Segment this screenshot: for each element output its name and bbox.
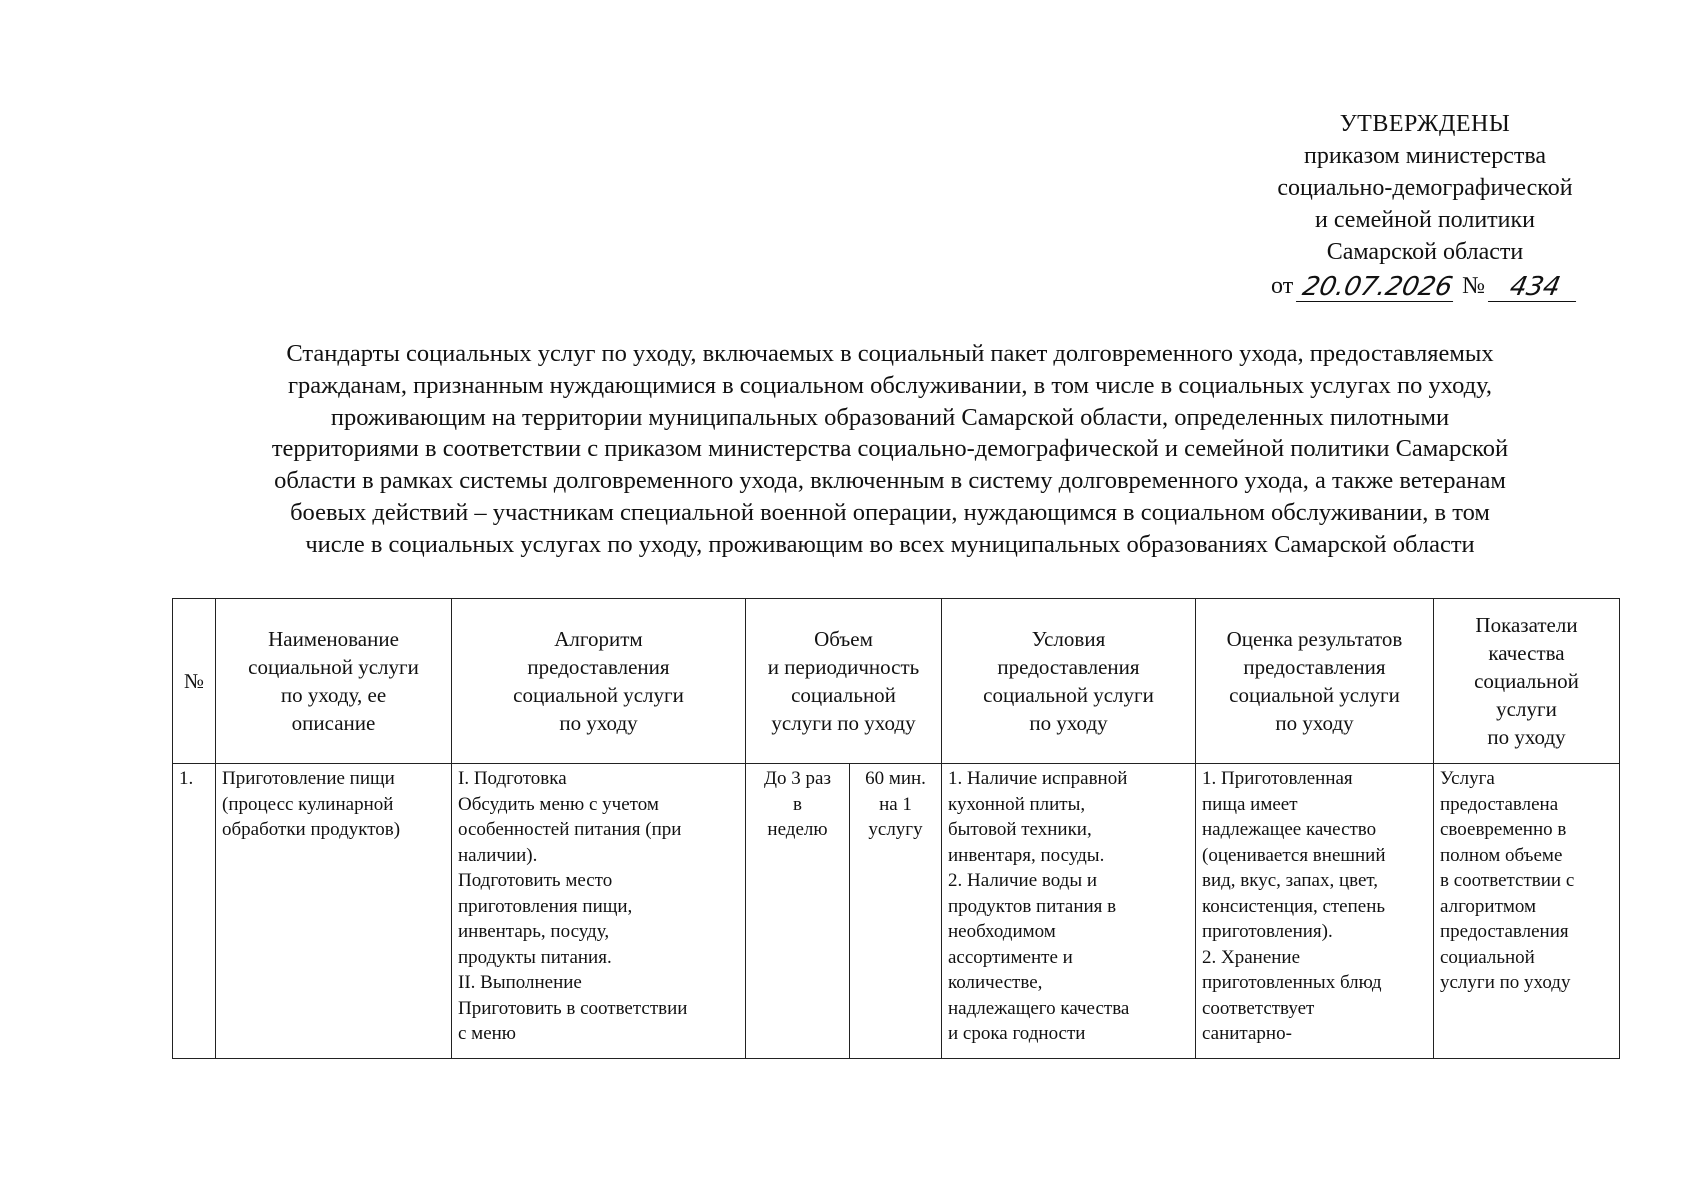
cell-line: II. Выполнение xyxy=(458,972,582,993)
cell-line: в соответствии с xyxy=(1440,870,1575,891)
header-name xyxy=(216,599,452,764)
cell-line: инвентарь, посуду, xyxy=(458,921,610,942)
title-line: боевых действий – участникам специальной военной операции, нуждающимся в социальном обслуживании, в том xyxy=(290,498,1490,526)
approval-block xyxy=(1225,108,1625,302)
cell-line: своевременно в xyxy=(1440,819,1567,840)
cell-line: продуктов питания в xyxy=(948,895,1117,917)
cell-conditions xyxy=(942,764,1196,1059)
header-line: услуги xyxy=(1496,697,1557,721)
cell-line: соответствует xyxy=(1202,997,1315,1019)
cell-line: 1. Наличие исправной xyxy=(948,768,1128,789)
cell-line: 1. Приготовленная xyxy=(1202,768,1353,789)
header-line: Объем xyxy=(814,627,873,651)
table-row xyxy=(173,764,1620,1059)
cell-line: надлежащее качество xyxy=(1202,819,1377,840)
header-line: социальной xyxy=(1474,669,1579,693)
cell-line: I. Подготовка xyxy=(458,768,567,789)
cell-line: услугу xyxy=(868,819,923,840)
approval-line-1: приказом министерства xyxy=(1303,143,1547,169)
header-line: описание xyxy=(291,711,376,735)
handwritten-number: 434 xyxy=(1488,273,1582,302)
cell-line: неделю xyxy=(767,819,828,840)
cell-indicators xyxy=(1434,764,1620,1059)
cell-line: количестве, xyxy=(948,972,1043,993)
cell-algorithm xyxy=(452,764,746,1059)
header-line: предоставления xyxy=(527,655,670,679)
title-line: проживающим на территории муниципальных образований Самарской области, определенных пилотными xyxy=(330,403,1450,431)
header-evaluation xyxy=(1196,599,1434,764)
cell-frequency xyxy=(746,764,850,1059)
title-line: гражданам, признанным нуждающимися в социальном обслуживании, в том числе в социальных услугах по уходу, xyxy=(287,371,1493,399)
header-line: социальной xyxy=(791,683,896,707)
title-line: числе в социальных услугах по уходу, проживающим во всех муниципальных образованиях Самарской области xyxy=(305,530,1475,558)
handwritten-date: 20.07.2026 xyxy=(1296,273,1459,302)
cell-duration xyxy=(850,764,942,1059)
cell-line: услуги по уходу xyxy=(1440,972,1571,993)
cell-line: полном объеме xyxy=(1440,844,1563,866)
document-title xyxy=(150,338,1630,561)
cell-line: приготовления пищи, xyxy=(458,895,633,917)
cell-line: надлежащего качества xyxy=(948,997,1130,1019)
header-line: Наименование xyxy=(268,627,399,651)
cell-line: продукты питания. xyxy=(458,946,612,968)
header-volume xyxy=(746,599,942,764)
header-line: социальной услуги xyxy=(248,655,419,679)
cell-line: (процесс кулинарной xyxy=(222,793,394,815)
header-line: социальной услуги xyxy=(1229,683,1400,707)
cell-line: Подготовить место xyxy=(458,870,613,891)
date-prefix: от xyxy=(1271,273,1294,299)
cell-line: необходимом xyxy=(948,921,1056,942)
header-line: качества xyxy=(1488,641,1565,665)
header-line: по уходу xyxy=(1029,711,1108,735)
number-prefix: № xyxy=(1462,273,1485,299)
header-line: по уходу xyxy=(1275,711,1354,735)
approval-line-3: и семейной политики xyxy=(1315,207,1535,233)
standards-table xyxy=(172,598,1620,1059)
header-line: Оценка результатов xyxy=(1226,627,1403,651)
cell-line: Приготовить в соответствии xyxy=(458,997,688,1019)
cell-line: инвентаря, посуды. xyxy=(948,844,1105,866)
cell-service-name xyxy=(216,764,452,1059)
title-line: Стандарты социальных услуг по уходу, включаемых в социальный пакет долговременного ухода, предоставляемых xyxy=(286,340,1494,367)
cell-line: вид, вкус, запах, цвет, xyxy=(1202,870,1379,891)
cell-line: 2. Хранение xyxy=(1202,946,1301,968)
header-line: Показатели xyxy=(1475,613,1578,637)
header-line: по уходу xyxy=(1487,725,1566,749)
cell-line: санитарно- xyxy=(1202,1023,1292,1044)
cell-line: и срока годности xyxy=(948,1023,1086,1044)
header-line: и периодичность xyxy=(767,655,920,679)
approval-line-4: Самарской области xyxy=(1326,239,1524,265)
header-line: социальной услуги xyxy=(513,683,684,707)
title-line: территориями в соответствии с приказом министерства социально-демографической и семейной политики Самарской xyxy=(271,435,1509,463)
cell-evaluation xyxy=(1196,764,1434,1059)
cell-line: с меню xyxy=(458,1023,517,1044)
approval-date-line xyxy=(1225,268,1625,302)
header-line: предоставления xyxy=(1243,655,1386,679)
cell-line: наличии). xyxy=(458,844,538,866)
header-line: предоставления xyxy=(997,655,1140,679)
cell-line: социальной xyxy=(1440,946,1535,968)
table-header-row xyxy=(173,599,1620,764)
cell-line: приготовления). xyxy=(1202,921,1333,942)
cell-line: особенностей питания (при xyxy=(458,819,682,840)
header-line: услуги по уходу xyxy=(771,711,916,735)
header-line: социальной услуги xyxy=(983,683,1154,707)
cell-line: предоставления xyxy=(1440,921,1569,942)
header-line: по уходу xyxy=(559,711,638,735)
header-num: № xyxy=(173,599,216,764)
title-line: области в рамках системы долговременного ухода, включенным в систему долговременного ухода, а также ветеранам xyxy=(274,467,1506,495)
cell-line: предоставлена xyxy=(1440,793,1559,815)
cell-line: обработки продуктов) xyxy=(222,819,401,840)
cell-line: ассортименте и xyxy=(948,946,1073,968)
cell-line: консистенция, степень xyxy=(1202,895,1386,917)
cell-line: Услуга xyxy=(1440,768,1495,789)
approval-line-2: социально-демографической xyxy=(1277,175,1573,201)
cell-line: в xyxy=(793,793,802,815)
cell-line: Приготовление пищи xyxy=(222,768,395,789)
header-indicators xyxy=(1434,599,1620,764)
cell-num: 1. xyxy=(173,764,216,1059)
cell-line: кухонной плиты, xyxy=(948,793,1086,815)
approval-title: УТВЕРЖДЕНЫ xyxy=(1339,111,1511,137)
header-line: Алгоритм xyxy=(554,627,643,651)
header-algorithm xyxy=(452,599,746,764)
cell-line: 2. Наличие воды и xyxy=(948,870,1098,891)
cell-line: бытовой техники, xyxy=(948,819,1092,840)
cell-line: приготовленных блюд xyxy=(1202,972,1382,993)
cell-line: алгоритмом xyxy=(1440,895,1537,917)
cell-line: (оценивается внешний xyxy=(1202,844,1386,866)
cell-line: 60 мин. xyxy=(865,768,926,789)
header-conditions xyxy=(942,599,1196,764)
cell-line: Обсудить меню с учетом xyxy=(458,793,659,815)
cell-line: До 3 раз xyxy=(764,768,831,789)
cell-line: на 1 xyxy=(879,793,912,815)
cell-line: пища имеет xyxy=(1202,793,1298,815)
header-line: Условия xyxy=(1031,627,1106,651)
header-line: по уходу, ее xyxy=(280,683,387,707)
